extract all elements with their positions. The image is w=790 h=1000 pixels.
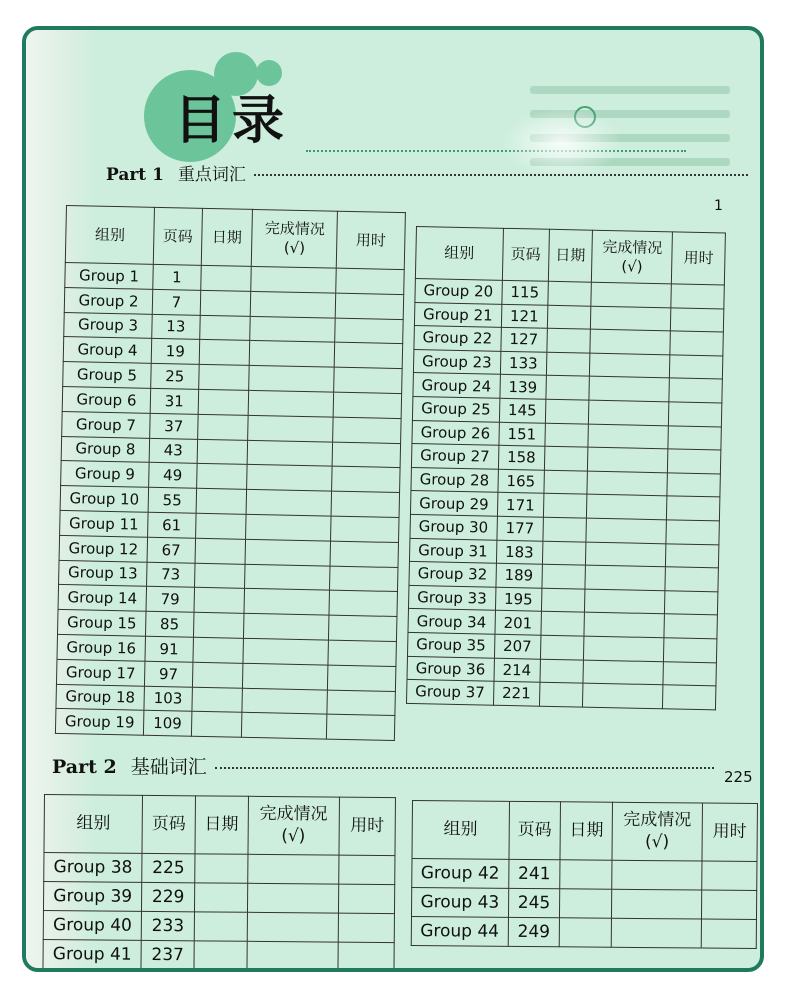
page-title: 目录 [174,90,291,151]
done-cell [589,353,670,378]
page-cell: 115 [501,280,548,305]
date-cell [560,889,612,918]
time-cell [327,714,395,740]
page-cell: 201 [494,611,541,636]
date-cell [200,290,251,316]
date-cell [540,659,584,683]
time-cell [333,417,401,443]
time-cell [668,425,721,450]
time-cell [330,566,398,592]
header-page: 页码 [142,795,195,853]
header-date: 日期 [548,229,592,282]
header-group: 组别 [415,227,503,281]
page-cell: 189 [495,563,542,588]
date-cell [541,612,585,636]
page-cell: 195 [495,587,542,612]
group-cell: Group 4 [63,337,152,364]
part1-page: 1 [714,198,723,214]
group-cell: Group 16 [57,634,146,661]
book-page [22,26,764,972]
group-cell: Group 43 [411,888,508,918]
done-cell [244,589,329,616]
date-cell [546,352,590,376]
group-cell: Group 11 [60,510,149,537]
group-cell: Group 35 [407,632,494,657]
table-row [44,853,395,885]
time-cell [665,567,718,592]
header-time: 用时 [702,803,758,861]
page-cell: 139 [499,375,546,400]
time-cell [331,516,399,542]
date-cell [191,712,242,738]
table-row [412,859,757,891]
table-row [43,939,394,971]
date-cell [194,912,247,941]
group-cell: Group 8 [61,436,150,463]
page-cell: 207 [494,634,541,659]
date-cell [195,513,246,539]
page-cell: 19 [151,339,199,365]
time-cell [664,614,717,639]
group-cell: Group 28 [411,467,498,492]
part1-heading [106,160,756,185]
page-cell: 151 [498,422,545,447]
date-cell [560,918,612,947]
done-cell [611,918,701,948]
date-cell [546,376,590,400]
time-cell [333,392,401,418]
table-row [411,916,756,948]
done-cell [587,471,668,496]
page-cell: 121 [501,304,548,329]
date-cell [196,464,247,490]
page-cell: 237 [141,940,194,969]
done-cell [588,424,669,449]
page-cell: 249 [508,917,560,946]
header-done [612,802,702,861]
group-cell: Group 5 [63,362,152,389]
header-done-label: 完成情况 [623,810,692,831]
done-cell [245,539,330,566]
done-cell [612,860,702,890]
date-cell [560,860,612,889]
group-cell: Group 1 [65,262,154,289]
time-cell [328,640,396,666]
date-cell [195,538,246,564]
date-cell [547,328,591,352]
page-cell: 55 [148,487,196,513]
group-cell: Group 20 [415,278,502,303]
date-cell [197,439,248,465]
time-cell [336,268,404,294]
time-cell [667,473,720,498]
date-cell [545,399,589,423]
group-cell: Group 38 [44,853,143,883]
time-cell [666,520,719,545]
date-cell [196,488,247,514]
page-cell: 31 [150,388,198,414]
table-row [43,882,394,914]
header-done [591,230,672,284]
header-done [248,796,340,855]
done-cell [250,316,335,343]
page-cell: 1 [153,264,201,290]
done-cell [585,589,666,614]
time-cell [334,343,402,369]
header-done-check: (√) [644,831,670,852]
group-cell: Group 40 [43,910,142,940]
time-cell [663,661,716,686]
group-cell: Group 9 [61,461,150,488]
group-cell: Group 21 [414,302,501,327]
date-cell [198,389,249,415]
page-cell: 37 [150,413,198,439]
date-cell [544,446,588,470]
part2-leader [215,767,714,769]
date-cell [197,414,248,440]
group-cell: Group 34 [408,609,495,634]
done-cell [586,542,667,567]
group-cell: Group 12 [59,535,148,562]
group-cell: Group 32 [409,562,496,587]
done-cell [248,415,333,442]
page-cell: 245 [508,888,560,917]
part1-right-table [406,226,726,710]
time-cell [339,855,395,884]
page-cell: 7 [152,289,200,315]
done-cell [242,713,327,740]
done-cell [251,266,336,293]
header-group: 组别 [44,795,143,854]
time-cell [666,543,719,568]
time-cell [663,685,716,710]
header-done-check: (√) [621,256,643,276]
done-cell [245,564,330,591]
page-cell: 158 [498,445,545,470]
header-date: 日期 [195,796,248,854]
group-cell: Group 31 [409,538,496,563]
time-cell [335,318,403,344]
group-cell: Group 6 [62,386,151,413]
date-cell [541,588,585,612]
time-cell [702,861,757,890]
group-cell: Group 42 [412,859,509,889]
time-cell [667,496,720,521]
header-time: 用时 [339,797,396,855]
done-cell [247,854,338,884]
time-cell [329,590,397,616]
part2-label: Part 2 [52,756,117,778]
time-cell [327,690,395,716]
page-cell: 183 [496,540,543,565]
time-cell [701,890,756,919]
part2-left-table [42,794,396,972]
done-cell [247,941,338,971]
time-cell [332,442,400,468]
date-cell [540,635,584,659]
part2-page: 225 [724,768,753,786]
date-cell [545,423,589,447]
page-cell: 177 [496,516,543,541]
title-leader [306,150,686,152]
time-cell [338,942,394,971]
group-cell: Group 7 [62,411,151,438]
date-cell [539,682,583,706]
page-cell: 25 [151,364,199,390]
header-done-label: 完成情况 [259,804,328,825]
time-cell [664,638,717,663]
group-cell: Group 14 [58,585,147,612]
page-cell: 145 [499,398,546,423]
group-cell: Group 19 [55,709,144,736]
header-page: 页码 [153,207,202,265]
table-row [411,888,756,920]
group-cell: Group 10 [60,486,149,513]
done-cell [247,883,338,913]
page-cell: 221 [493,681,540,706]
group-cell: Group 33 [408,585,495,610]
group-cell: Group 44 [411,916,508,946]
page-cell: 233 [141,911,194,940]
header-page: 页码 [502,228,549,281]
done-cell [584,612,665,637]
date-cell [543,494,587,518]
done-cell [248,440,333,467]
header-group: 组别 [65,206,154,265]
page-cell: 103 [144,686,192,712]
page-cell: 85 [146,611,194,637]
group-cell: Group 22 [414,326,501,351]
time-cell [671,284,724,309]
header-done-label: 完成情况 [264,219,326,239]
done-cell [249,366,334,393]
part1-leader [254,174,748,176]
done-cell [591,282,672,307]
page-cell: 13 [152,314,200,340]
done-cell [247,912,338,942]
done-cell [242,688,327,715]
done-cell [250,341,335,368]
page-cell: 109 [144,711,192,737]
header-done-check: (√) [283,238,306,258]
page-cell: 225 [142,853,195,882]
page-cell: 214 [493,658,540,683]
done-cell [244,613,329,640]
date-cell [543,517,587,541]
header-done-check: (√) [281,825,306,846]
time-cell [338,913,394,942]
date-cell [195,854,248,883]
done-cell [243,663,328,690]
part2-right-table [411,800,758,949]
header-group: 组别 [412,801,509,860]
date-cell [199,340,250,366]
date-cell [192,662,243,688]
time-cell [669,378,722,403]
group-cell: Group 27 [411,444,498,469]
date-cell [547,305,591,329]
page-cell: 79 [146,587,194,613]
done-cell [585,565,666,590]
group-cell: Group 2 [64,287,153,314]
page-cell: 165 [497,469,544,494]
page-cell: 171 [497,493,544,518]
date-cell [548,281,592,305]
date-cell [194,941,247,970]
date-cell [194,883,247,912]
page-cell: 127 [500,327,547,352]
done-cell [589,400,670,425]
time-cell [329,615,397,641]
header-date: 日期 [201,208,253,266]
done-cell [247,465,332,492]
time-cell [335,293,403,319]
group-cell: Group 39 [43,882,142,912]
header-done [252,209,338,268]
page-cell: 67 [147,537,195,563]
part1-name: 重点词汇 [177,165,246,185]
header-page: 页码 [509,801,561,859]
part1-label: Part 1 [106,165,164,185]
done-cell [246,490,331,517]
part2-heading [52,752,722,779]
done-cell [243,638,328,665]
group-cell: Group 41 [43,939,142,969]
done-cell [612,889,702,919]
time-cell [331,491,399,517]
page-cell: 61 [148,512,196,538]
done-cell [588,447,669,472]
time-cell [330,541,398,567]
header-time: 用时 [672,232,726,285]
header-done-label: 完成情况 [602,237,663,257]
done-cell [586,518,667,543]
date-cell [544,470,588,494]
time-cell [671,307,724,332]
group-cell: Group 17 [56,659,145,686]
page-cell: 229 [142,882,195,911]
group-cell: Group 36 [407,656,494,681]
done-cell [589,377,670,402]
group-cell: Group 24 [413,373,500,398]
group-cell: Group 37 [407,680,494,705]
page-cell: 91 [145,636,193,662]
done-cell [583,683,664,708]
group-cell: Group 18 [56,684,145,711]
group-cell: Group 30 [410,514,497,539]
done-cell [584,636,665,661]
date-cell [194,588,245,614]
page-cell: 241 [508,859,560,888]
done-cell [587,494,668,519]
part1-left-table [55,205,406,741]
time-cell [338,884,394,913]
time-cell [670,331,723,356]
group-cell: Group 3 [64,312,153,339]
page-cell: 97 [145,661,193,687]
date-cell [193,612,244,638]
time-cell [669,402,722,427]
done-cell [590,329,671,354]
date-cell [194,563,245,589]
time-cell [665,591,718,616]
group-cell: Group 15 [58,610,147,637]
page-cell: 133 [500,351,547,376]
table-row [43,910,394,942]
time-cell [701,919,756,948]
date-cell [193,637,244,663]
group-cell: Group 29 [410,491,497,516]
group-cell: Group 23 [413,349,500,374]
date-cell [199,315,250,341]
time-cell [670,355,723,380]
date-cell [191,687,242,713]
page-cell: 73 [147,562,195,588]
time-cell [332,467,400,493]
done-cell [249,390,334,417]
part2-name: 基础词汇 [130,756,207,778]
done-cell [583,660,664,685]
header-time: 用时 [336,211,405,269]
page-cell: 43 [149,438,197,464]
group-cell: Group 26 [412,420,499,445]
group-cell: Group 25 [412,396,499,421]
time-cell [668,449,721,474]
date-cell [198,365,249,391]
done-cell [246,514,331,541]
done-cell [251,291,336,318]
time-cell [334,367,402,393]
time-cell [328,665,396,691]
header-date: 日期 [560,802,612,860]
group-cell: Group 13 [59,560,148,587]
done-cell [590,306,671,331]
date-cell [542,541,586,565]
date-cell [542,564,586,588]
date-cell [200,265,251,291]
page-cell: 49 [149,463,197,489]
